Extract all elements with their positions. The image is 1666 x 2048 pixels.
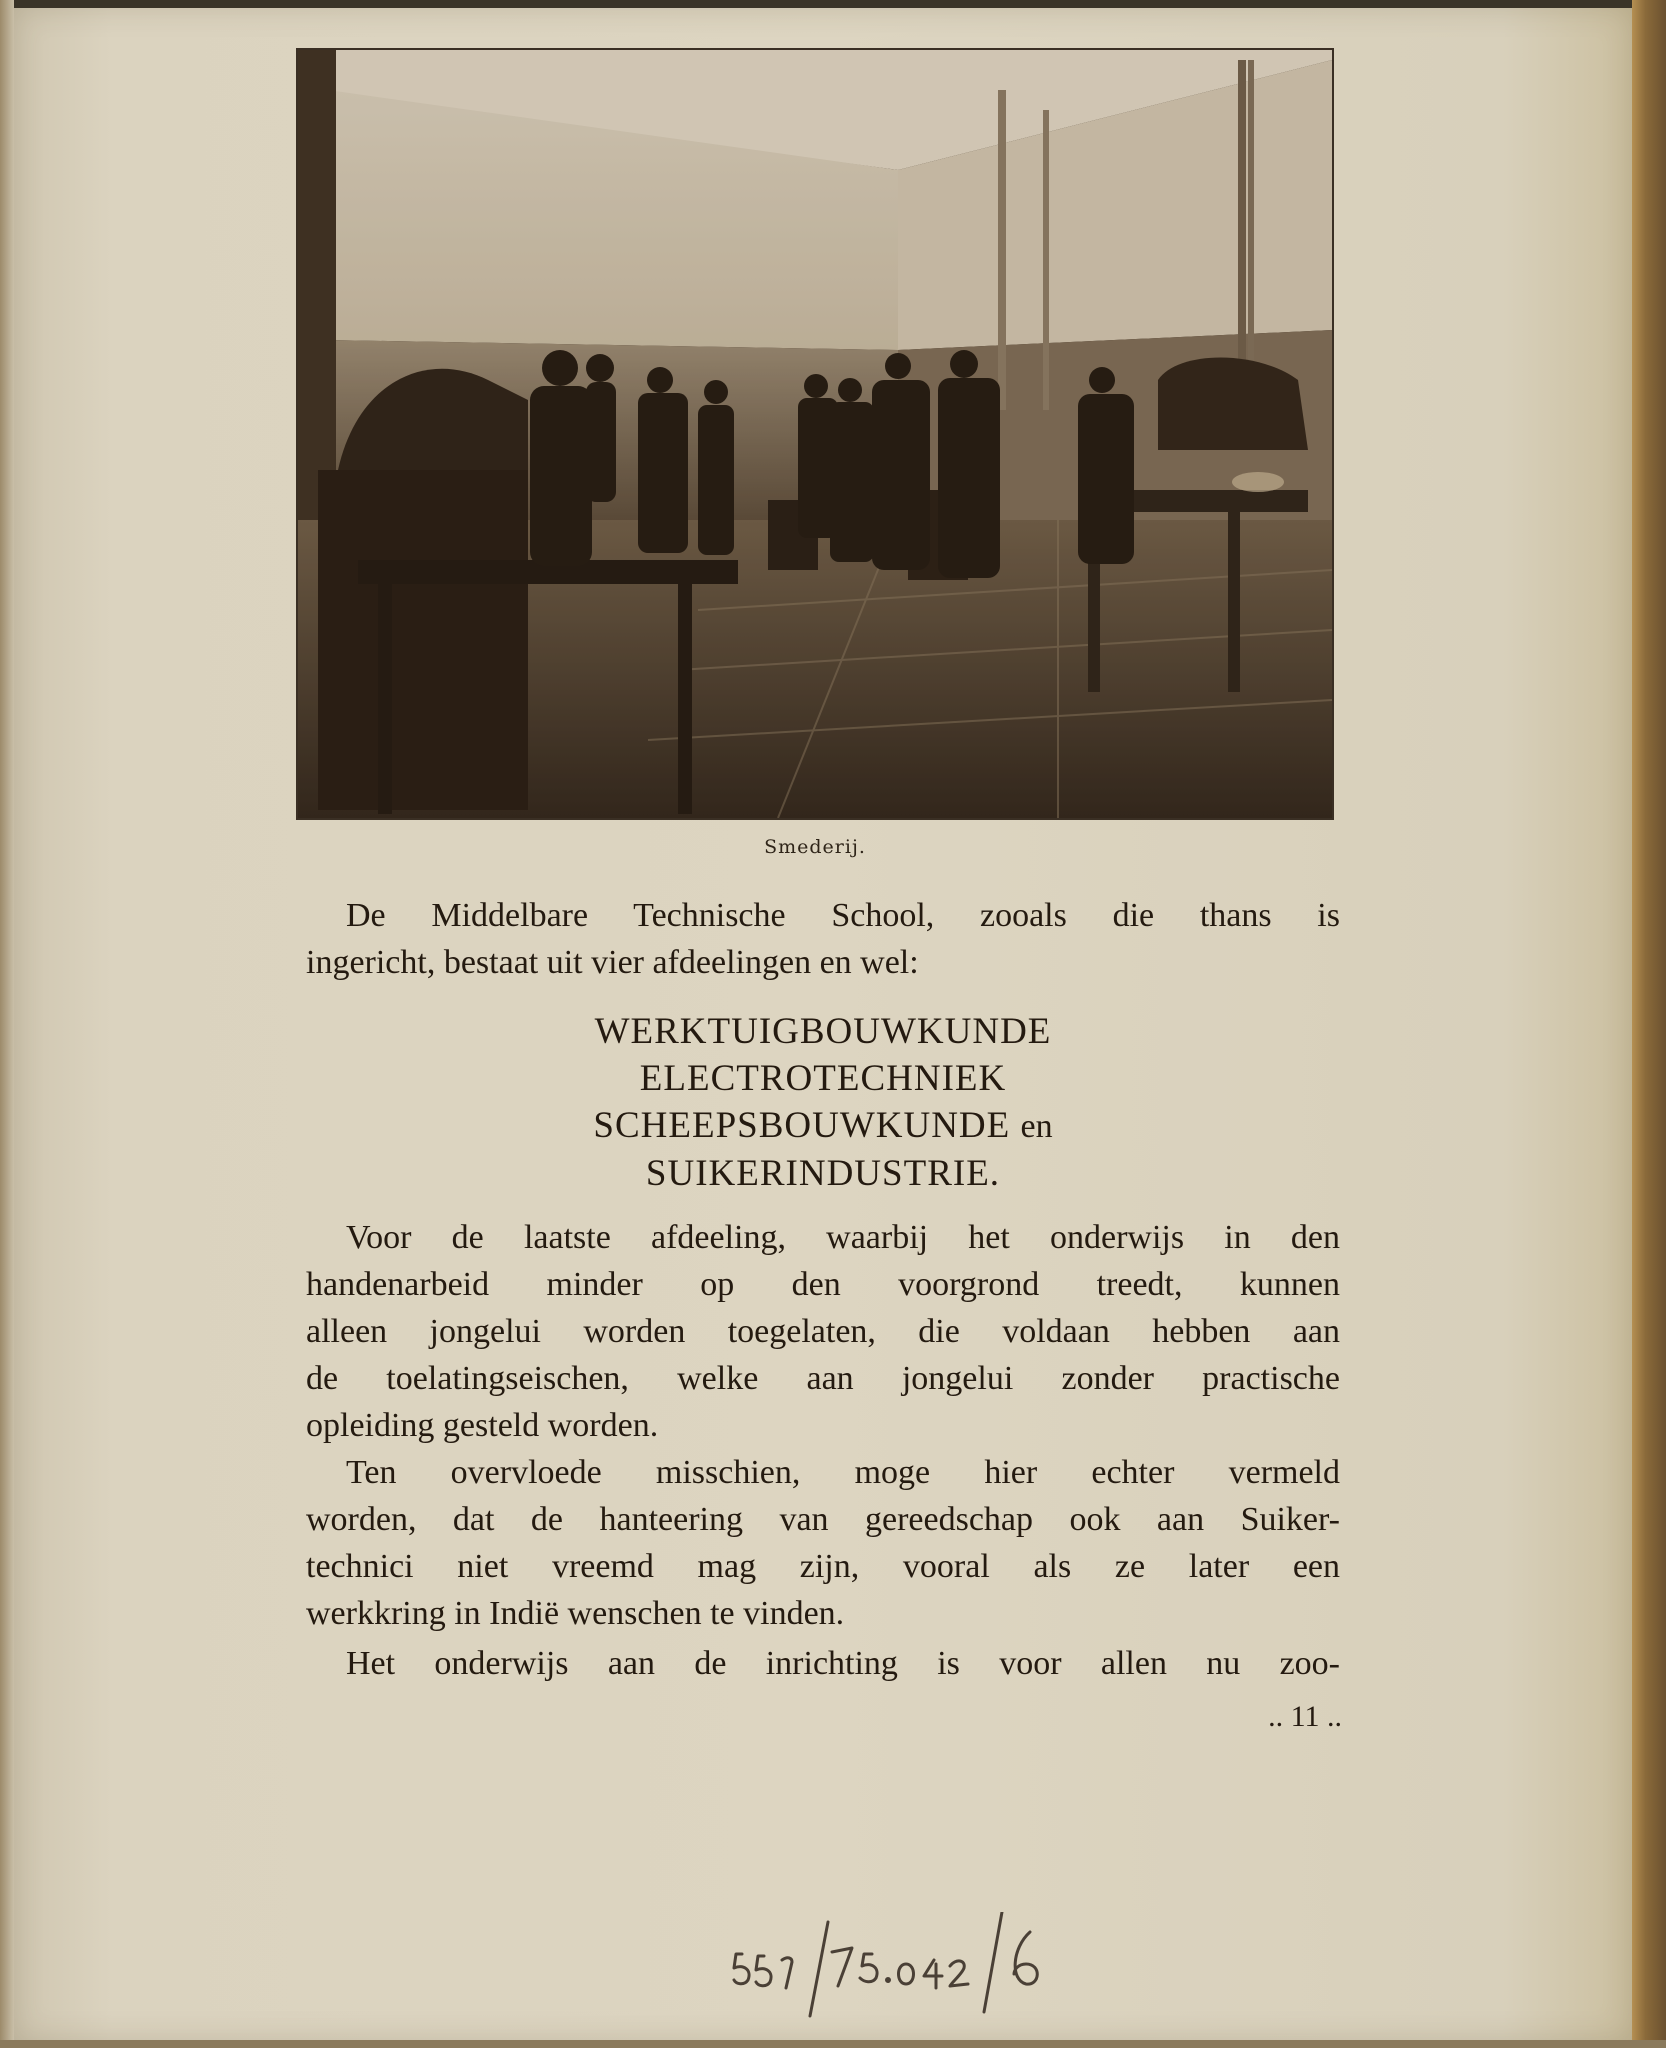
text-line: Het onderwijs aan de inrichting is voor allen nu zoo- <box>346 1645 1340 1682</box>
handwriting-drawing <box>730 1912 1100 2022</box>
text-line: opleiding gesteld worden. <box>306 1407 659 1444</box>
paragraph-education <box>306 1640 1340 1687</box>
paragraph-tools <box>306 1449 1340 1637</box>
paragraph-admission <box>306 1214 1340 1449</box>
department-item <box>306 1102 1340 1150</box>
text-line: worden, dat de hanteering van gereedschap ook aan Suiker- <box>306 1501 1340 1538</box>
paragraph-intro <box>306 892 1340 986</box>
text-line: de toelatingseischen, welke aan jongelui zonder practische <box>306 1360 1340 1397</box>
page-number: .. 11 .. <box>1268 1700 1342 1733</box>
forge-photograph <box>296 48 1334 820</box>
page-left-edge <box>0 0 14 2048</box>
text-line: handenarbeid minder op den voorgrond treedt, kunnen <box>306 1266 1340 1303</box>
forge-photo-illustration <box>298 50 1332 818</box>
text-line: alleen jongelui worden toegelaten, die voldaan hebben aan <box>306 1313 1340 1350</box>
text-line: technici niet vreemd mag zijn, vooral als ze later een <box>306 1548 1340 1585</box>
department-list <box>306 1008 1340 1197</box>
text-line: Ten overvloede misschien, moge hier echter vermeld <box>346 1454 1340 1491</box>
department-connector: en <box>1020 1108 1053 1145</box>
department-item-label: SCHEEPSBOUWKUNDE <box>593 1105 1011 1146</box>
book-binding-edge <box>1632 0 1666 2048</box>
page-top-edge <box>0 0 1666 8</box>
handwritten-catalog-note <box>730 1912 1100 2022</box>
text-line: De Middelbare Technische School, zooals die thans is <box>346 897 1340 934</box>
department-item: WERKTUIGBOUWKUNDE <box>594 1011 1052 1052</box>
photo-caption: Smederij. <box>764 836 866 858</box>
department-item: SUIKERINDUSTRIE. <box>645 1153 1001 1194</box>
text-line: werkkring in Indië wenschen te vinden. <box>306 1595 845 1632</box>
page-bottom-edge <box>0 2040 1666 2048</box>
text-line: ingericht, bestaat uit vier afdeelingen en wel: <box>306 944 919 981</box>
department-item: ELECTROTECHNIEK <box>639 1058 1007 1099</box>
text-line: Voor de laatste afdeeling, waarbij het onderwijs in den <box>346 1219 1340 1256</box>
